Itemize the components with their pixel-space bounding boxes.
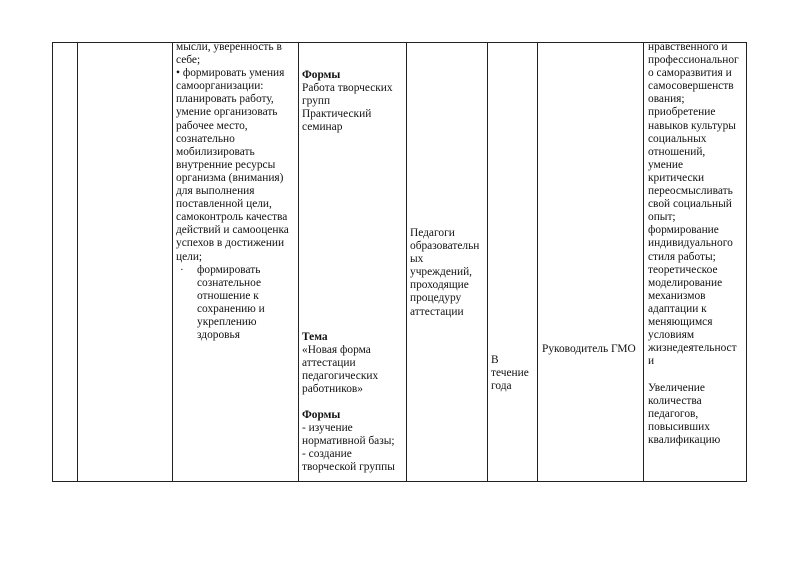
topic-heading: Тема xyxy=(302,331,328,343)
results-text-2: Увеличение количества педагогов, повысивших квалификацию xyxy=(648,382,721,447)
column-divider xyxy=(77,42,78,482)
results-text: нравственного и профессиональног о саморазвития и самосовершенств ования; приобретение навыков культуры социальных отношений, умение критически переосмысливать свой социальный опыт; формирование индивидуального стиля работы; теоретическое моделирование механизмов адаптации к меняющимся условиям жизнедеятельност и xyxy=(648,41,739,368)
goals-text-bullet: формировать сознательное отношение к сохранению и укреплению здоровья xyxy=(197,264,265,342)
terms-text: В течение года xyxy=(491,354,529,393)
topic-text: «Новая форма аттестации педагогических работников» xyxy=(302,344,379,396)
forms-heading: Формы xyxy=(302,69,341,81)
forms-heading-2: Формы xyxy=(302,409,341,421)
column-divider xyxy=(537,42,538,482)
column-divider xyxy=(172,42,173,482)
column-divider xyxy=(406,42,407,482)
forms-text: Работа творческих групп Практический семинар xyxy=(302,82,393,134)
column-divider xyxy=(643,42,644,482)
column-divider xyxy=(487,42,488,482)
participants-text: Педагоги образовательн ых учреждений, проходящие процедуру аттестации xyxy=(410,227,480,318)
forms-text-2: - изучение нормативной базы; - создание творческой группы xyxy=(302,422,395,474)
list-bullet: · xyxy=(180,264,184,276)
responsible-text: Руководитель ГМО xyxy=(542,343,636,355)
goals-text: мысли, уверенность в себе; • формировать умения самоорганизации: планировать работу, умение организовать рабочее место, сознательно мобилизировать внутренние ресурсы организма (внимания) для выполнения поставленной цели, самоконтроль качества действий и самооценка успехов в достижении цели; xyxy=(176,41,289,263)
column-divider xyxy=(298,42,299,482)
